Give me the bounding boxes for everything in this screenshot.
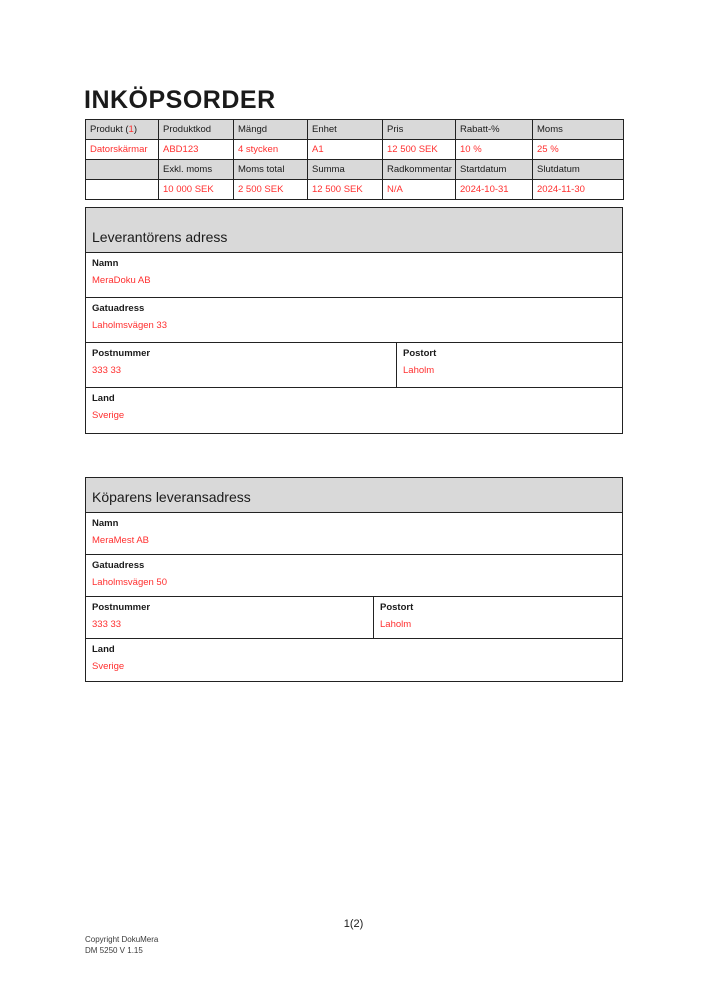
postal-value: 333 33 <box>92 619 122 630</box>
value-cell-summa: 12 500 SEK <box>308 180 383 200</box>
buyer-country-field <box>86 639 622 681</box>
page-number: 1(2) <box>343 918 364 930</box>
value-cell-startdatum: 2024-10-31 <box>456 180 533 200</box>
value-cell-moms-total: 2 500 SEK <box>234 180 308 200</box>
value-cell-slutdatum: 2024-11-30 <box>533 180 624 200</box>
produkt-label-close: ) <box>133 124 138 135</box>
buyer-postal-city-row <box>86 597 622 639</box>
buyer-street-row <box>86 555 622 597</box>
supplier-name-field <box>86 253 622 297</box>
city-label: Postort <box>403 348 437 359</box>
buyer-name-row <box>86 513 622 555</box>
supplier-name-row <box>86 253 622 298</box>
name-label: Namn <box>92 518 119 529</box>
header-cell-empty <box>86 160 159 180</box>
name-value: MeraDoku AB <box>92 275 151 286</box>
value-cell-empty <box>86 180 159 200</box>
page-title: INKÖPSORDER <box>84 86 276 114</box>
copyright-line: Copyright DokuMera <box>85 935 159 944</box>
country-label: Land <box>92 644 115 655</box>
name-label: Namn <box>92 258 119 269</box>
supplier-city-field <box>396 343 622 387</box>
city-label: Postort <box>380 602 414 613</box>
header-cell-startdatum: Startdatum <box>456 160 533 180</box>
country-label: Land <box>92 393 115 404</box>
buyer-name-field <box>86 513 622 554</box>
doc-ref-line: DM 5250 V 1.15 <box>85 945 143 955</box>
city-value: Laholm <box>380 619 412 630</box>
value-cell-radkommentar: N/A <box>383 180 456 200</box>
product-table <box>85 119 624 200</box>
street-value: Laholmsvägen 33 <box>92 320 167 331</box>
buyer-city-field <box>373 597 622 638</box>
postal-value: 333 33 <box>92 365 122 376</box>
buyer-postal-field <box>86 597 373 638</box>
value-cell-moms: 25 % <box>533 140 624 160</box>
buyer-country-row <box>86 639 622 681</box>
footer-copyright <box>85 935 158 956</box>
country-value: Sverige <box>92 410 125 421</box>
header-cell-radkommentar: Radkommentar <box>383 160 456 180</box>
header-cell-summa: Summa <box>308 160 383 180</box>
header-cell-produktkod: Produktkod <box>159 120 234 140</box>
product-header-row-2 <box>86 160 624 180</box>
value-cell-rabatt: 10 % <box>456 140 533 160</box>
header-cell-produkt <box>86 120 159 140</box>
product-value-row-2 <box>86 180 624 200</box>
produkt-label: Produkt ( <box>90 124 129 135</box>
product-header-row-1 <box>86 120 624 140</box>
country-value: Sverige <box>92 661 125 672</box>
street-label: Gatuadress <box>92 560 145 571</box>
supplier-address-section <box>85 207 623 434</box>
buyer-section-title: Köparens leveransadress <box>86 478 622 513</box>
header-cell-enhet: Enhet <box>308 120 383 140</box>
value-cell-pris: 12 500 SEK <box>383 140 456 160</box>
street-label: Gatuadress <box>92 303 145 314</box>
header-cell-exkl-moms: Exkl. moms <box>159 160 234 180</box>
header-cell-pris: Pris <box>383 120 456 140</box>
supplier-country-row <box>86 388 622 433</box>
value-cell-enhet: A1 <box>308 140 383 160</box>
value-cell-mangd: 4 stycken <box>234 140 308 160</box>
street-value: Laholmsvägen 50 <box>92 577 167 588</box>
postal-label: Postnummer <box>92 602 151 613</box>
supplier-street-field <box>86 298 622 342</box>
name-value: MeraMest AB <box>92 535 150 546</box>
buyer-street-field <box>86 555 622 596</box>
buyer-address-section <box>85 477 623 682</box>
product-value-row-1 <box>86 140 624 160</box>
supplier-country-field <box>86 388 622 433</box>
header-cell-slutdatum: Slutdatum <box>533 160 624 180</box>
header-cell-mangd: Mängd <box>234 120 308 140</box>
value-cell-produktkod: ABD123 <box>159 140 234 160</box>
value-cell-produkt: Datorskärmar <box>86 140 159 160</box>
header-cell-moms-total: Moms total <box>234 160 308 180</box>
supplier-street-row <box>86 298 622 343</box>
produkt-number: 1 <box>128 124 134 135</box>
city-value: Laholm <box>403 365 435 376</box>
header-cell-moms: Moms <box>533 120 624 140</box>
header-cell-rabatt: Rabatt-% <box>456 120 533 140</box>
supplier-postal-city-row <box>86 343 622 388</box>
value-cell-exkl-moms: 10 000 SEK <box>159 180 234 200</box>
postal-label: Postnummer <box>92 348 151 359</box>
supplier-section-title: Leverantörens adress <box>86 208 622 253</box>
supplier-postal-field <box>86 343 396 387</box>
